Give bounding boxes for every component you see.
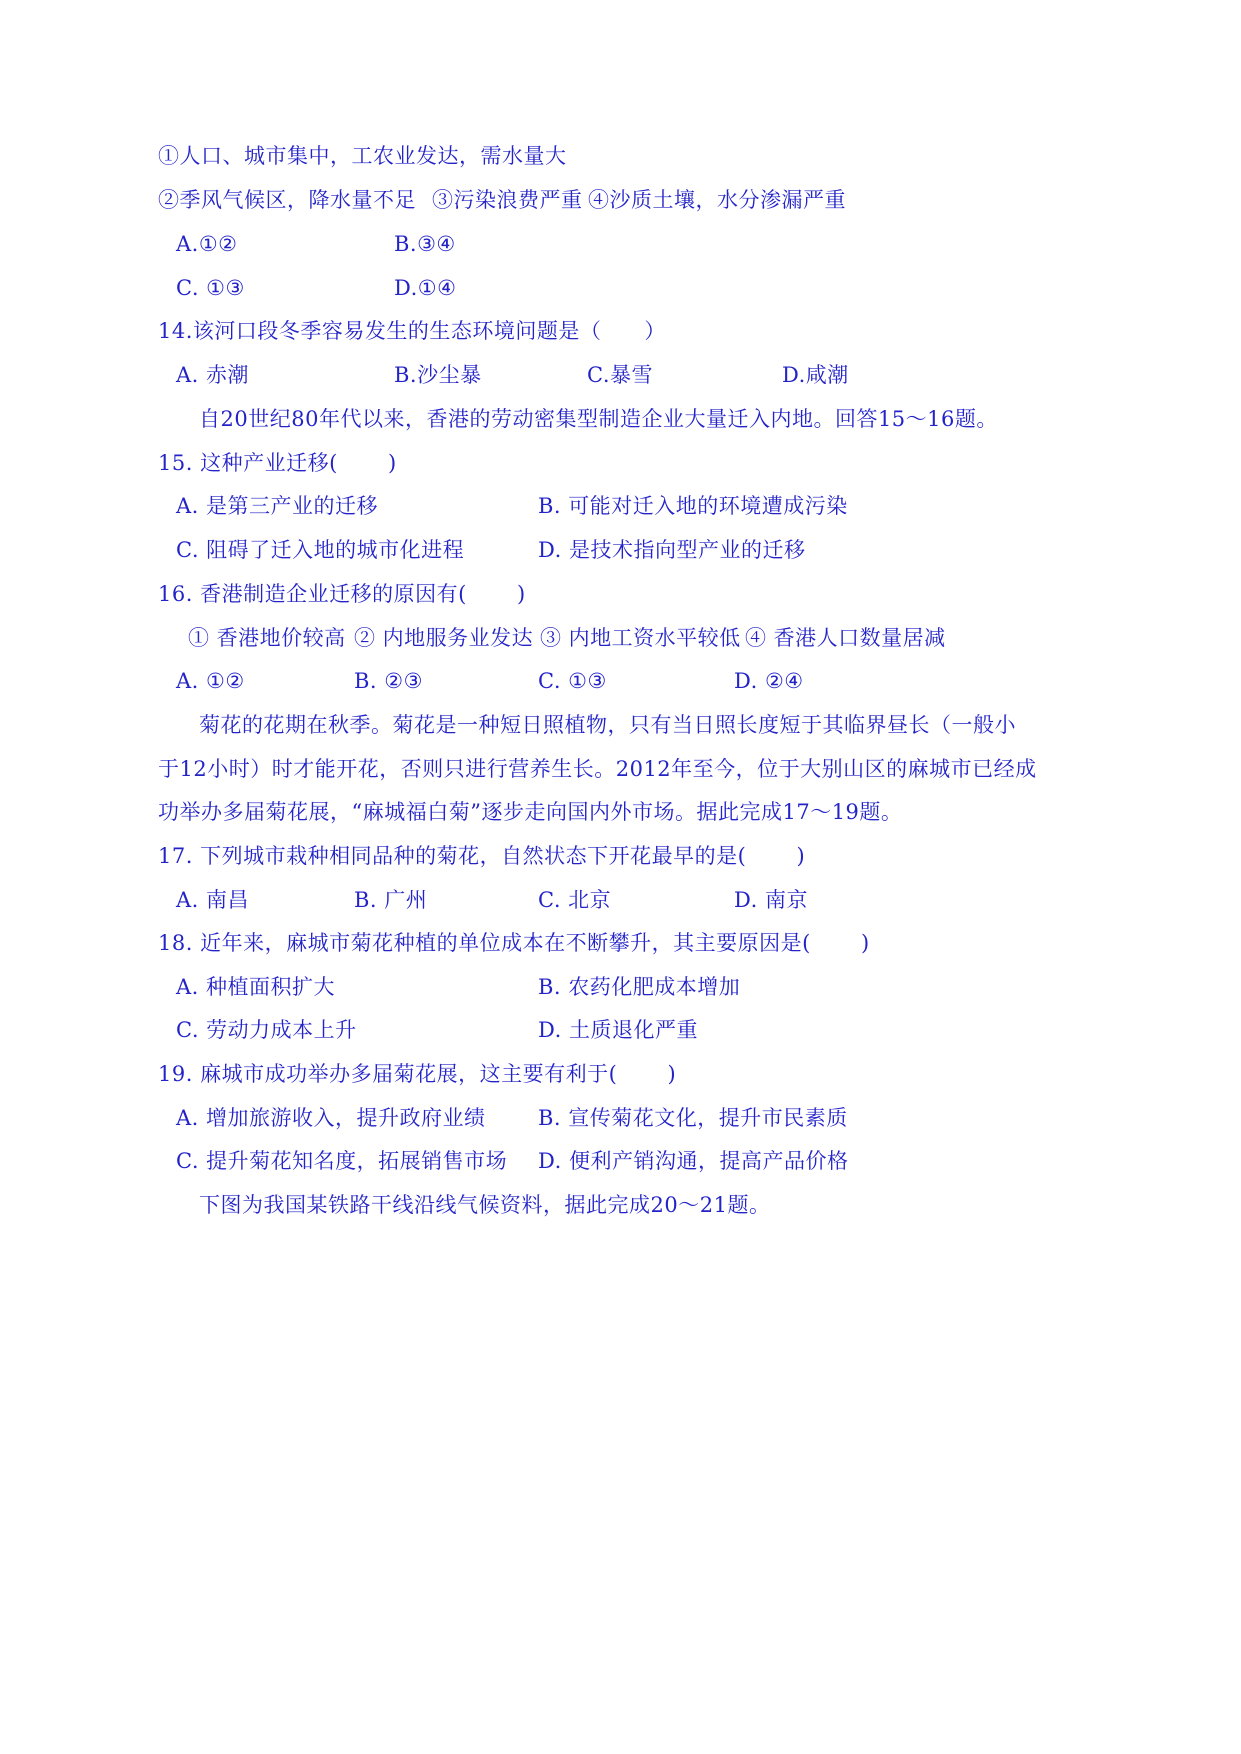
intro-17-19-line-1: 菊花的花期在秋季。菊花是一种短日照植物，只有当日照长度短于其临界昼长（一般小 <box>199 713 1016 737</box>
q15-option-b: B. 可能对迁入地的环境遭成污染 <box>538 494 848 518</box>
q19-option-c: C. 提升菊花知名度，拓展销售市场 <box>176 1149 508 1173</box>
q17-option-a: A. 南昌 <box>176 888 250 912</box>
q16-stem: 16. 香港制造企业迁移的原因有( ) <box>158 582 526 606</box>
q14-option-b: B.沙尘暴 <box>394 363 482 387</box>
q17-option-c: C. 北京 <box>538 888 612 912</box>
q15-option-a: A. 是第三产业的迁移 <box>176 494 379 518</box>
q16-option-b: B. ②③ <box>354 669 423 693</box>
q13-option-d: D.①④ <box>394 276 457 300</box>
q19-stem: 19. 麻城市成功举办多届菊花展，这主要有利于( ) <box>158 1062 677 1086</box>
q18-option-c: C. 劳动力成本上升 <box>176 1018 357 1042</box>
q18-option-d: D. 土质退化严重 <box>538 1018 698 1042</box>
q19-option-d: D. 便利产销沟通，提高产品价格 <box>538 1149 849 1173</box>
q17-option-d: D. 南京 <box>734 888 808 912</box>
intro-17-19-line-3: 功举办多届菊花展，“麻城福白菊”逐步走向国内外市场。据此完成17～19题。 <box>158 800 903 824</box>
q15-stem: 15. 这种产业迁移( ) <box>158 451 397 475</box>
q13-reason-3: ③污染浪费严重 <box>432 188 583 212</box>
q14-option-a: A. 赤潮 <box>176 363 250 387</box>
q16-option-d: D. ②④ <box>734 669 804 693</box>
q16-option-c: C. ①③ <box>538 669 607 693</box>
q13-reason-2: ②季风气候区，降水量不足 <box>158 188 416 212</box>
q18-option-b: B. 农药化肥成本增加 <box>538 975 741 999</box>
q13-option-a: A.①② <box>176 232 238 256</box>
q13-option-b: B.③④ <box>394 232 456 256</box>
q15-option-c: C. 阻碍了迁入地的城市化进程 <box>176 538 465 562</box>
q19-option-b: B. 宣传菊花文化，提升市民素质 <box>538 1106 848 1130</box>
q13-reason-4: ④沙质土壤，水分渗漏严重 <box>588 188 846 212</box>
q17-stem: 17. 下列城市栽种相同品种的菊花，自然状态下开花最早的是( ) <box>158 844 806 868</box>
q14-option-d: D.咸潮 <box>782 363 849 387</box>
q14-stem: 14.该河口段冬季容易发生的生态环境问题是（ ） <box>158 319 666 343</box>
q17-option-b: B. 广州 <box>354 888 428 912</box>
q16-reason-1: ① 香港地价较高 <box>188 626 346 650</box>
intro-20-21: 下图为我国某铁路干线沿线气候资料，据此完成20～21题。 <box>199 1193 771 1217</box>
intro-17-19-line-2: 于12小时）时才能开花，否则只进行营养生长。2012年至今，位于大别山区的麻城市已经成 <box>158 757 1037 781</box>
intro-15-16: 自20世纪80年代以来，香港的劳动密集型制造企业大量迁入内地。回答15～16题。 <box>199 407 998 431</box>
q19-option-a: A. 增加旅游收入，提升政府业绩 <box>176 1106 486 1130</box>
q16-reason-3: ③ 内地工资水平较低 <box>540 626 741 650</box>
q13-option-c: C. ①③ <box>176 276 245 300</box>
q18-stem: 18. 近年来，麻城市菊花种植的单位成本在不断攀升，其主要原因是( ) <box>158 931 870 955</box>
q13-reason-1: ①人口、城市集中，工农业发达，需水量大 <box>158 144 567 168</box>
q16-option-a: A. ①② <box>176 669 245 693</box>
q16-reason-4: ④ 香港人口数量居减 <box>745 626 946 650</box>
q18-option-a: A. 种植面积扩大 <box>176 975 336 999</box>
q14-option-c: C.暴雪 <box>587 363 653 387</box>
q16-reason-2: ② 内地服务业发达 <box>354 626 534 650</box>
q15-option-d: D. 是技术指向型产业的迁移 <box>538 538 806 562</box>
